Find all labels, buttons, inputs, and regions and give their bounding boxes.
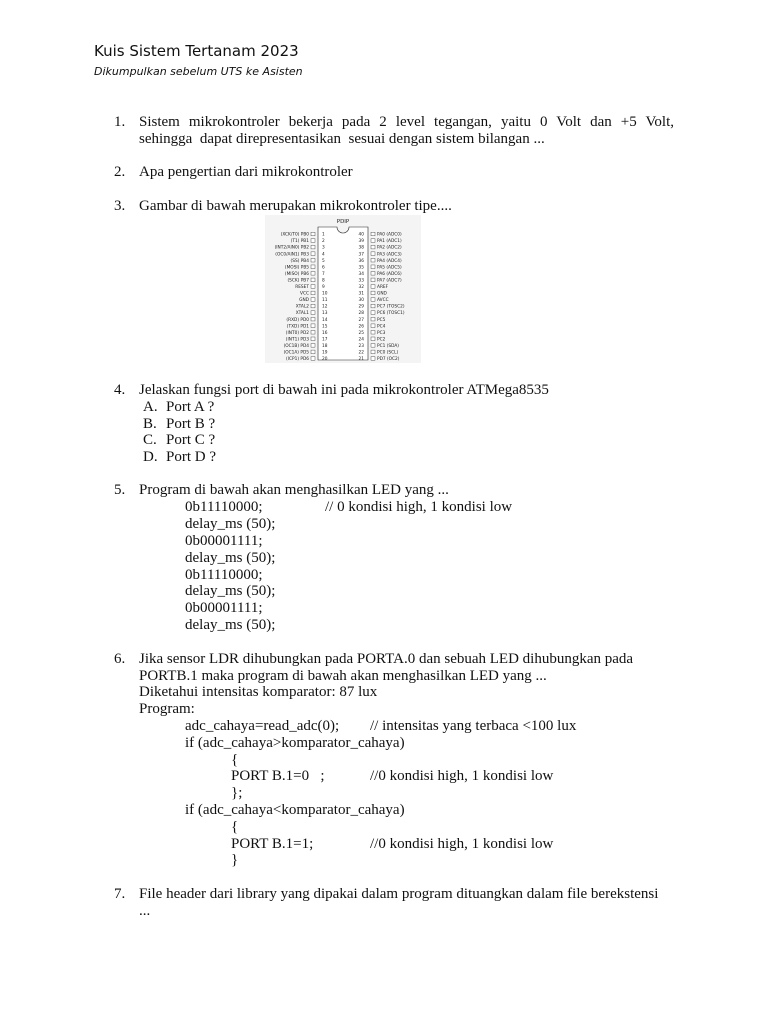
pin-label: (SCK) PB7	[287, 278, 309, 284]
pin-number: 5	[322, 258, 325, 264]
pin-label: PA1 (ADC1)	[377, 239, 402, 245]
pin-pad	[371, 311, 375, 315]
question-text: Program di bawah akan menghasilkan LED yang ...	[139, 482, 449, 498]
pin-number: 34	[358, 271, 364, 277]
pin-pad	[311, 252, 315, 256]
pin-number: 8	[322, 278, 325, 284]
pin-number: 28	[358, 311, 364, 317]
pin-pad	[371, 330, 375, 334]
pin-pad	[371, 350, 375, 354]
pin-label: (T1) PB1	[290, 239, 309, 245]
pin-pad	[311, 239, 315, 243]
pin-label: (ICP1) PD6	[286, 357, 309, 363]
pin-label: PA5 (ADC5)	[377, 265, 402, 271]
pin-label: (MISO) PB6	[284, 271, 309, 277]
pin-pad	[371, 317, 375, 321]
package-label: PDIP	[336, 219, 350, 225]
pin-pad	[311, 357, 315, 361]
pin-number: 26	[358, 324, 364, 330]
code-line: PORT B.1=1;	[231, 836, 314, 852]
pin-pad	[311, 304, 315, 308]
pin-number: 9	[322, 285, 325, 290]
pin-label: PA0 (ADC0)	[377, 232, 402, 238]
code-comment: //0 kondisi high, 1 kondisi low	[370, 768, 554, 784]
code-line: 0b00001111;	[185, 533, 263, 549]
code-line: delay_ms (50);	[185, 550, 276, 566]
pin-number: 21	[358, 357, 364, 363]
pin-label: PA6 (ADC6)	[377, 271, 402, 277]
pin-label: (SS) PB4	[290, 258, 309, 264]
pin-label: PC5	[377, 317, 386, 323]
pin-number: 39	[358, 239, 364, 245]
pin-pad	[371, 272, 375, 276]
code-line: 0b11110000;	[185, 567, 263, 583]
pin-pad	[371, 344, 375, 348]
option-letter: C.	[143, 432, 157, 448]
question-text-line: File header dari library yang dipakai dalam program dituangkan dalam file berekstensi	[139, 886, 659, 902]
pin-label: XTAL1	[295, 311, 309, 317]
pin-pad	[311, 278, 315, 282]
pin-label: RESET	[295, 285, 309, 290]
pin-pad	[311, 324, 315, 328]
pin-label: (INT0) PD2	[285, 330, 309, 336]
pin-pad	[371, 278, 375, 282]
code-line: delay_ms (50);	[185, 516, 276, 532]
pin-pad	[311, 258, 315, 262]
pin-number: 30	[358, 298, 364, 304]
pin-label: PA4 (ADC4)	[377, 258, 402, 264]
question-text: Apa pengertian dari mikrokontroler	[139, 164, 353, 180]
pin-pad	[311, 330, 315, 334]
code-line: 0b11110000;	[185, 499, 263, 515]
pin-pad	[311, 245, 315, 249]
pin-pad	[311, 272, 315, 276]
document-subtitle: Dikumpulkan sebelum UTS ke Asisten	[94, 65, 303, 78]
pin-pad	[371, 298, 375, 302]
code-line: {	[231, 819, 239, 835]
question-text-line: Program:	[139, 701, 195, 717]
document-title: Kuis Sistem Tertanam 2023	[94, 42, 299, 60]
pin-number: 7	[322, 271, 325, 277]
pin-pad	[371, 232, 375, 236]
pin-pad	[311, 285, 315, 289]
pin-number: 14	[322, 317, 328, 323]
pin-number: 25	[358, 330, 364, 336]
pin-pad	[371, 239, 375, 243]
pin-number: 12	[322, 304, 328, 310]
pin-label: (XCK/T0) PB0	[280, 232, 309, 238]
pin-number: 24	[358, 337, 364, 343]
pin-label: PC6 (TOSC1)	[377, 311, 405, 317]
question-number: 2.	[114, 164, 126, 180]
question-text-line: ...	[139, 903, 151, 919]
pin-number: 40	[358, 232, 364, 238]
pin-number: 33	[358, 278, 364, 284]
pin-pad	[371, 291, 375, 295]
option-text: Port A ?	[166, 399, 215, 415]
question-number: 1.	[114, 114, 126, 130]
pin-pad	[371, 324, 375, 328]
pin-pad	[311, 344, 315, 348]
pin-number: 4	[322, 252, 325, 258]
pin-label: PC2	[377, 337, 386, 343]
pin-number: 36	[358, 258, 364, 264]
question-text-line: PORTB.1 maka program di bawah akan menghasilkan LED yang ...	[139, 668, 547, 684]
code-line: delay_ms (50);	[185, 583, 276, 599]
pin-number: 32	[358, 285, 364, 290]
pin-label: VCC	[300, 291, 309, 297]
pin-number: 22	[358, 350, 364, 356]
pin-number: 1	[322, 232, 325, 238]
pin-pad	[311, 298, 315, 302]
code-line: }	[231, 852, 239, 868]
pin-number: 20	[322, 357, 328, 363]
pin-label: (TXD) PD1	[286, 324, 309, 330]
pin-label: (INT2/AIN0) PB2	[274, 245, 309, 251]
option-letter: B.	[143, 416, 157, 432]
pin-pad	[371, 245, 375, 249]
pin-pad	[371, 258, 375, 262]
pin-pad	[371, 252, 375, 256]
code-line: if (adc_cahaya<komparator_cahaya)	[185, 802, 405, 818]
pin-label: PA2 (ADC2)	[377, 245, 402, 251]
pin-label: (OC1A) PD5	[283, 350, 309, 356]
pin-number: 38	[358, 245, 364, 251]
pin-number: 27	[358, 317, 364, 323]
pin-pad	[311, 317, 315, 321]
pin-label: GND	[299, 298, 309, 304]
pin-number: 15	[322, 324, 328, 330]
pdip-pinout-image	[265, 215, 421, 363]
option-letter: D.	[143, 449, 158, 465]
pin-label: PA7 (ADC7)	[377, 278, 402, 284]
code-line: };	[231, 785, 243, 801]
pin-pad	[311, 337, 315, 341]
pin-label: AVCC	[377, 298, 389, 304]
pin-number: 13	[322, 311, 328, 317]
pin-pad	[371, 265, 375, 269]
question-text-line: Sistem mikrokontroler bekerja pada 2 level tegangan, yaitu 0 Volt dan +5 Volt,	[139, 114, 674, 130]
code-line: {	[231, 752, 239, 768]
pin-pad	[311, 311, 315, 315]
pin-label: AREF	[377, 285, 389, 290]
pin-pad	[371, 337, 375, 341]
pin-number: 23	[358, 343, 364, 349]
pin-number: 35	[358, 265, 364, 271]
option-text: Port D ?	[166, 449, 216, 465]
question-number: 7.	[114, 886, 126, 902]
code-comment: // intensitas yang terbaca <100 lux	[370, 718, 577, 734]
code-line: adc_cahaya=read_adc(0);	[185, 718, 340, 734]
pin-label: (INT1) PD3	[285, 337, 309, 343]
pin-pad	[371, 285, 375, 289]
question-number: 5.	[114, 482, 126, 498]
pin-label: PA3 (ADC3)	[377, 252, 402, 258]
pin-pad	[311, 291, 315, 295]
pin-label: (OC1B) PD4	[283, 343, 309, 349]
pin-label: PC0 (SCL)	[377, 350, 399, 356]
pin-label: PC3	[377, 330, 386, 336]
option-text: Port B ?	[166, 416, 216, 432]
pin-pad	[311, 350, 315, 354]
pin-label: (RXD) PD0	[286, 317, 309, 323]
pin-number: 3	[322, 245, 325, 251]
question-number: 6.	[114, 651, 126, 667]
pin-number: 19	[322, 350, 328, 356]
option-text: Port C ?	[166, 432, 216, 448]
pin-pad	[311, 232, 315, 236]
code-line: 0b00001111;	[185, 600, 263, 616]
pin-number: 18	[322, 343, 328, 349]
pin-pad	[371, 304, 375, 308]
pin-label: PC1 (SDA)	[377, 343, 399, 349]
pin-number: 37	[358, 252, 364, 258]
pin-number: 29	[358, 304, 364, 310]
code-line: PORT B.1=0 ;	[231, 768, 325, 784]
pin-number: 16	[322, 330, 328, 336]
pin-pad	[311, 265, 315, 269]
code-comment: // 0 kondisi high, 1 kondisi low	[325, 499, 513, 515]
question-text-line: Jika sensor LDR dihubungkan pada PORTA.0 dan sebuah LED dihubungkan pada	[139, 651, 634, 667]
pin-number: 10	[322, 291, 328, 297]
pin-label: XTAL2	[295, 304, 309, 310]
pin-label: PC4	[377, 324, 386, 330]
question-text: Gambar di bawah merupakan mikrokontroler tipe....	[139, 198, 452, 214]
pin-pad	[371, 357, 375, 361]
question-number: 3.	[114, 198, 126, 214]
code-line: if (adc_cahaya>komparator_cahaya)	[185, 735, 405, 751]
pin-label: GND	[377, 291, 387, 297]
pin-label: (OC0/AIN1) PB3	[275, 252, 309, 258]
option-letter: A.	[143, 399, 158, 415]
question-text-line: sehingga dapat direpresentasikan sesuai dengan sistem bilangan ...	[139, 131, 545, 147]
pin-number: 2	[322, 239, 325, 245]
code-line: delay_ms (50);	[185, 617, 276, 633]
question-text: Jelaskan fungsi port di bawah ini pada mikrokontroler ATMega8535	[139, 382, 549, 398]
pin-number: 6	[322, 265, 325, 271]
pin-number: 31	[358, 291, 364, 297]
pin-number: 17	[322, 337, 328, 343]
question-text-line: Diketahui intensitas komparator: 87 lux	[139, 684, 378, 700]
code-comment: //0 kondisi high, 1 kondisi low	[370, 836, 554, 852]
pin-label: PD7 (OC2)	[377, 357, 400, 363]
question-number: 4.	[114, 382, 126, 398]
pin-label: PC7 (TOSC2)	[377, 304, 405, 310]
pin-number: 11	[322, 298, 328, 304]
pin-label: (MOSI) PB5	[284, 265, 309, 271]
